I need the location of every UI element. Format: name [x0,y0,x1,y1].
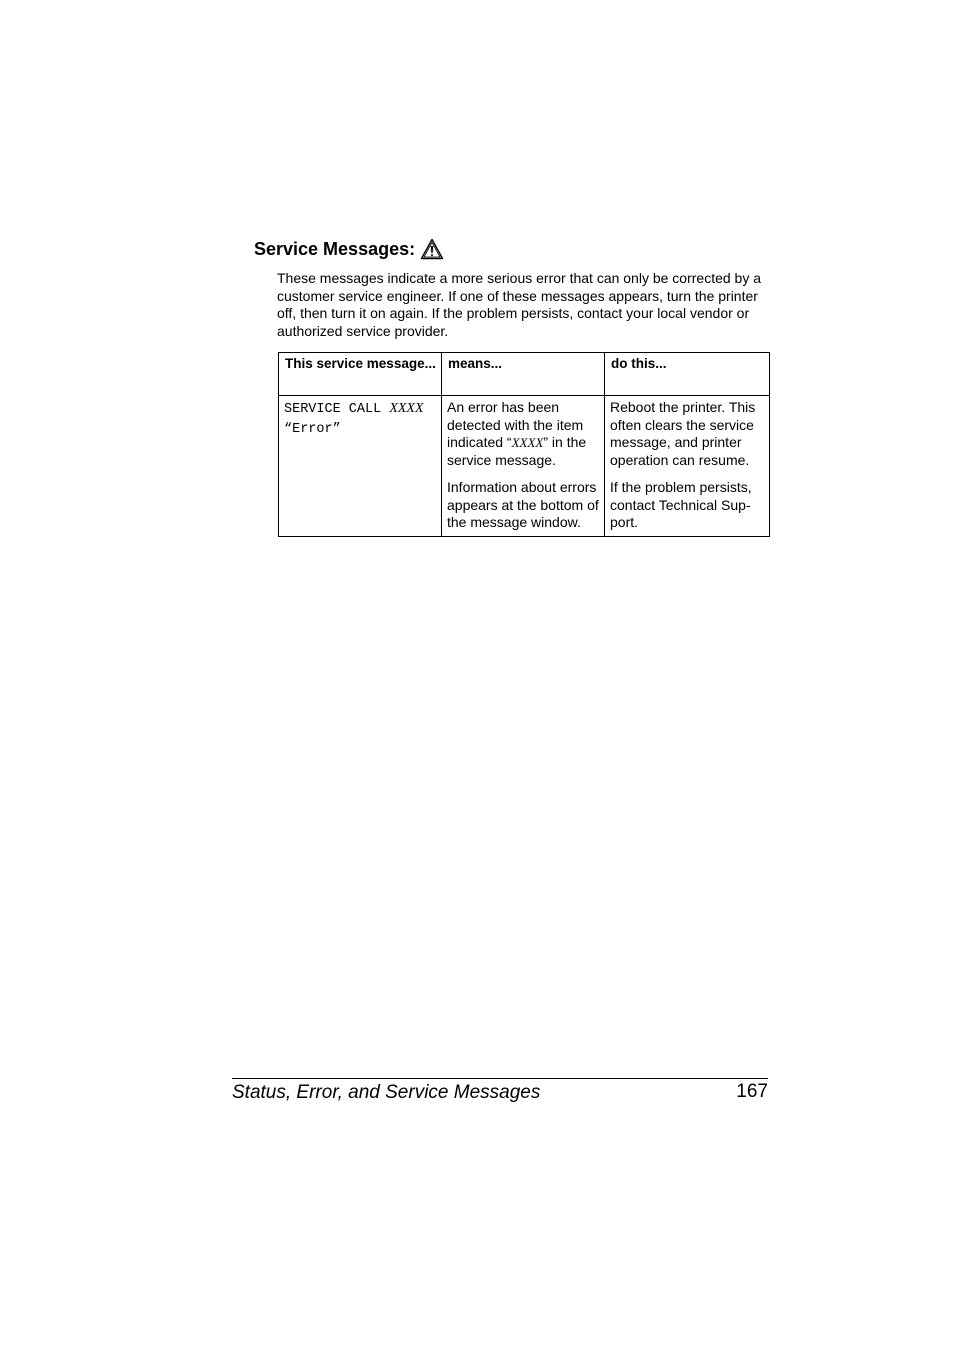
means-paragraph-2: Information about errors appears at the bottom of the message window. [447,479,599,530]
column-header-action: do this... [605,353,770,396]
warning-triangle-icon [420,238,444,260]
means-variable: XXXX [511,435,544,450]
service-messages-table [278,352,770,537]
table-header-row [279,353,770,396]
message-cell [279,396,442,537]
service-message-code: SERVICE CALL XXXX “Error” [284,401,424,437]
footer-chapter-title: Status, Error, and Service Messages [232,1082,541,1103]
section-heading [254,236,444,262]
message-variable: XXXX [389,401,424,416]
table-row [279,396,770,537]
section-title: Service Messages: [254,238,416,259]
footer-divider [232,1078,768,1079]
action-paragraph: Reboot the printer. This often clears the service message, and printer operation can resume. [610,399,756,468]
action-paragraph-2: If the problem persists, contact Technical Sup-port. [610,479,752,530]
column-header-message: This service message... [279,353,442,396]
intro-paragraph: These messages indicate a more serious error that can only be corrected by a customer service engineer. If one of these messages appears, turn the printer off, then turn it on again. If the problem persists, contact your local vendor or authorized service provider. [277,270,762,340]
means-paragraph: An error has been detected with the item indicated “XXXX” in the service message. [447,399,587,468]
action-cell [605,396,770,537]
column-header-means: means... [442,353,605,396]
page-number: 167 [736,1081,768,1102]
means-cell [442,396,605,537]
